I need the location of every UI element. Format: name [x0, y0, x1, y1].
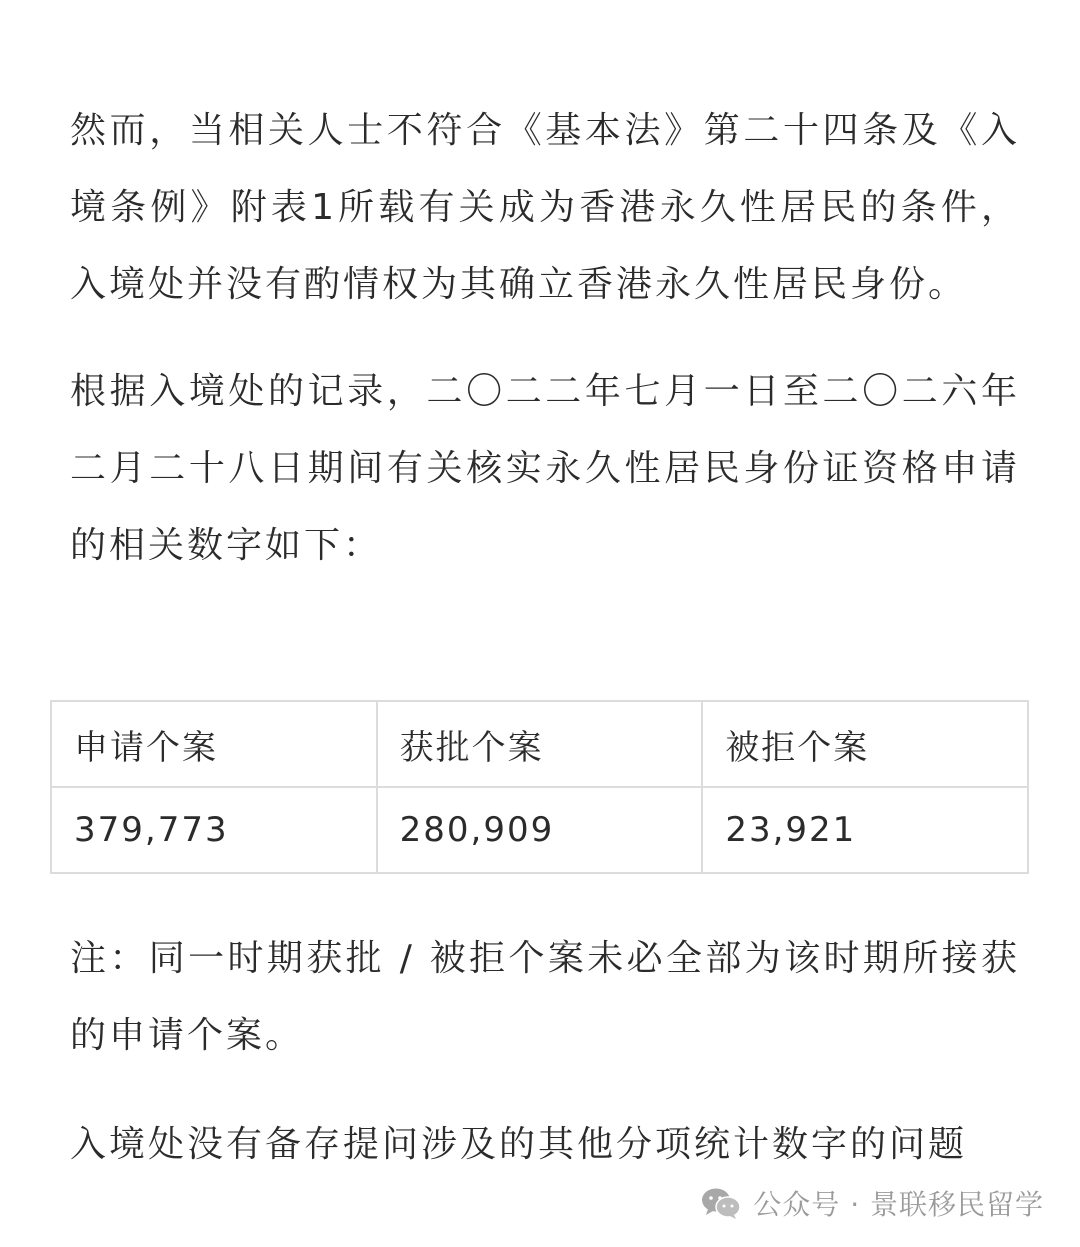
closing-section — [70, 1106, 1020, 1183]
value-approved: 280,909 — [377, 787, 703, 873]
watermark-text: 公众号 · 景联移民留学 — [753, 1188, 1044, 1221]
header-rejected: 被拒个案 — [702, 701, 1028, 787]
note-section — [70, 920, 1020, 1074]
table-row — [51, 787, 1028, 873]
value-rejected: 23,921 — [702, 787, 1028, 873]
header-approved: 获批个案 — [377, 701, 703, 787]
statistics-table — [50, 700, 1029, 874]
paragraph-permanent-resident-conditions: 然而，当相关人士不符合《基本法》第二十四条及《入境条例》附表1所载有关成为香港永久性居民的条件，入境处并没有酌情权为其确立香港永久性居民身份。 — [70, 110, 1020, 305]
header-applications: 申请个案 — [51, 701, 377, 787]
article-body — [70, 92, 1020, 584]
paragraph-note: 注：同一时期获批 / 被拒个案未必全部为该时期所接获的申请个案。 — [70, 938, 1020, 1056]
table-header-row — [51, 701, 1028, 787]
value-applications: 379,773 — [51, 787, 377, 873]
paragraph-records-intro: 根据入境处的记录，二〇二二年七月一日至二〇二六年二月二十八日期间有关核实永久性居民身份证资格申请的相关数字如下： — [70, 371, 1020, 566]
wechat-icon — [701, 1186, 741, 1220]
paragraph-no-other-statistics: 入境处没有备存提问涉及的其他分项统计数字的问题 — [70, 1124, 968, 1165]
account-watermark — [701, 1183, 1044, 1223]
